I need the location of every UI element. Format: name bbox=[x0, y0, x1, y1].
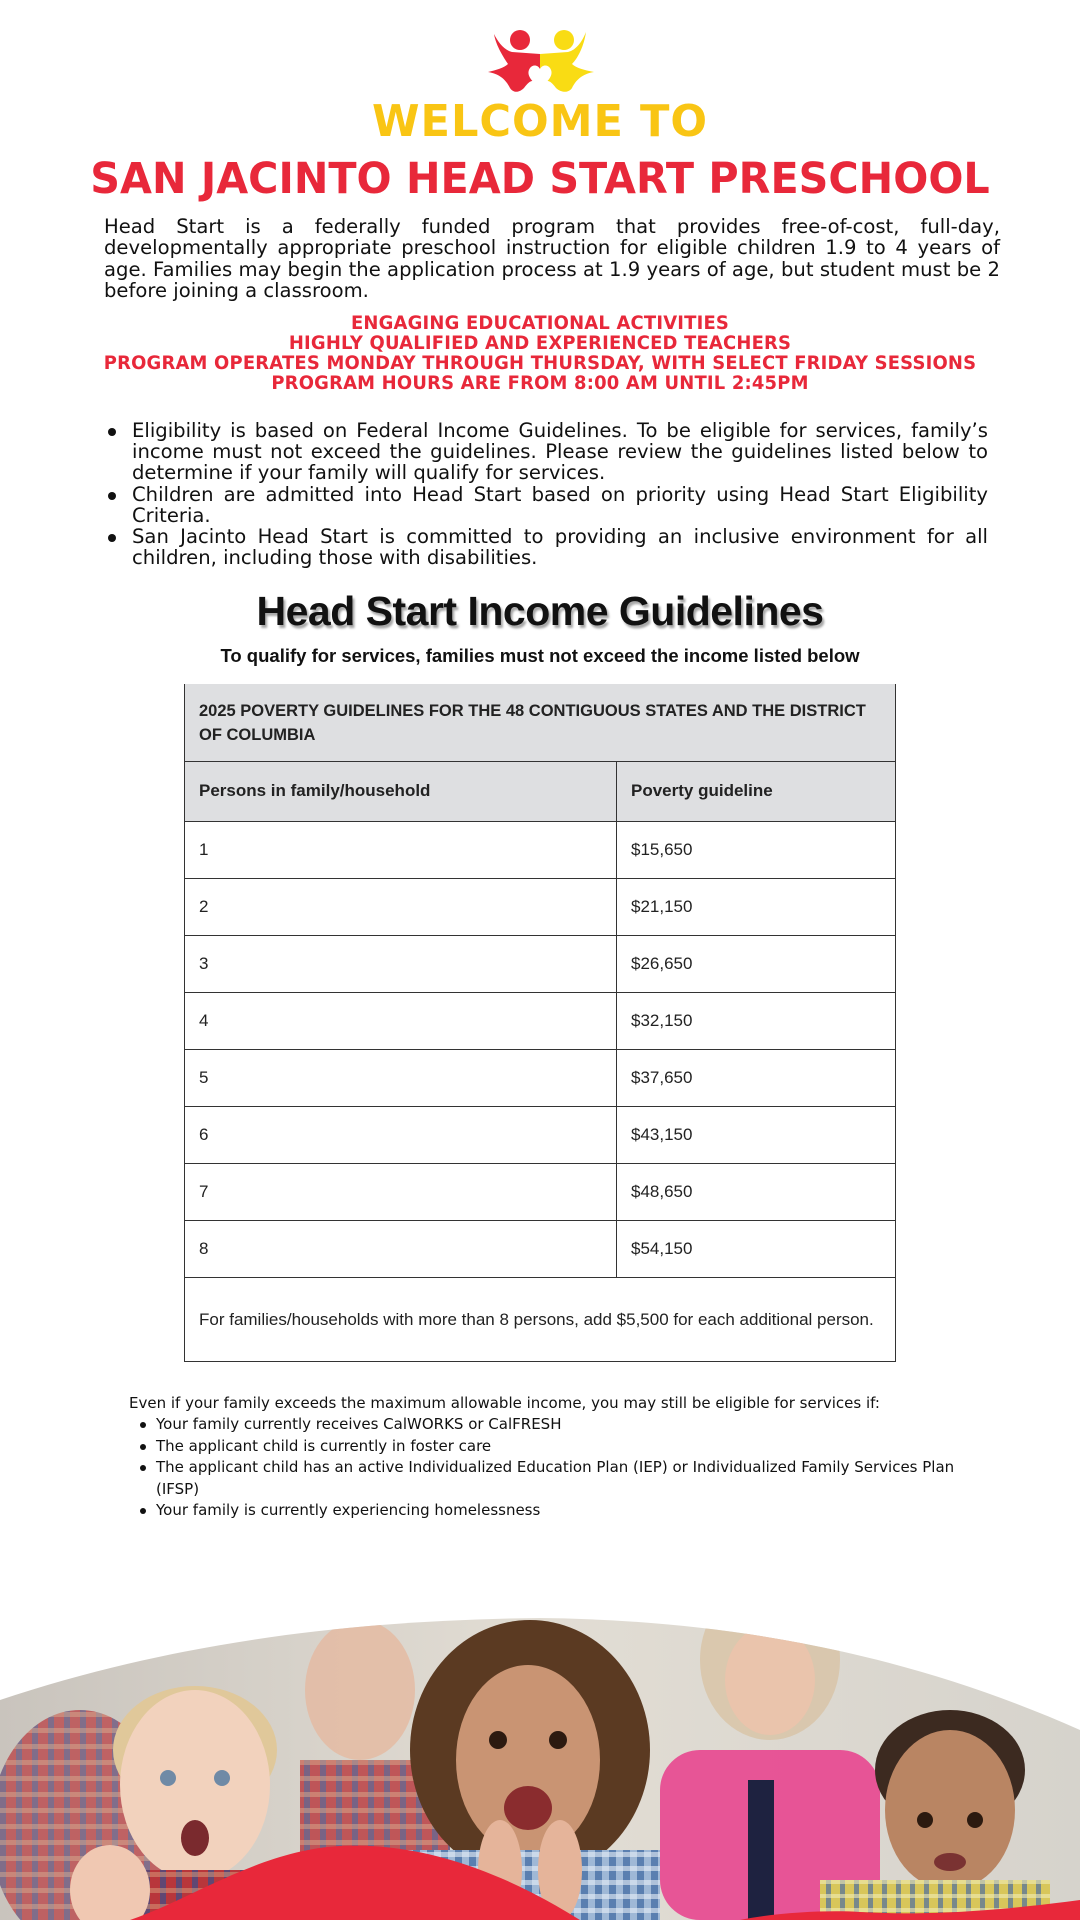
bullet-icon bbox=[140, 1422, 146, 1428]
guideline-cell: $37,650 bbox=[617, 1049, 896, 1106]
table-caption-row bbox=[185, 684, 896, 761]
income-guidelines-title: Head Start Income Guidelines bbox=[256, 588, 824, 634]
table-row bbox=[185, 1049, 896, 1106]
persons-cell: 1 bbox=[185, 821, 617, 878]
guideline-cell: $43,150 bbox=[617, 1106, 896, 1163]
bullet-icon bbox=[140, 1508, 146, 1514]
table-row bbox=[185, 821, 896, 878]
table-caption: 2025 POVERTY GUIDELINES FOR THE 48 CONTIGUOUS STATES AND THE DISTRICT OF COLUMBIA bbox=[185, 684, 896, 761]
persons-cell: 6 bbox=[185, 1106, 617, 1163]
list-item bbox=[108, 484, 988, 526]
highlight-line: HIGHLY QUALIFIED AND EXPERIENCED TEACHERS bbox=[288, 333, 792, 354]
persons-cell: 7 bbox=[185, 1163, 617, 1220]
guideline-cell: $26,650 bbox=[617, 935, 896, 992]
list-item-text: The applicant child is currently in foster care bbox=[156, 1436, 492, 1455]
list-item bbox=[129, 1414, 989, 1436]
bullet-icon bbox=[108, 534, 116, 542]
list-item-text: San Jacinto Head Start is committed to providing an inclusive environment for all children, including those with disabilities. bbox=[132, 525, 988, 570]
persons-cell: 2 bbox=[185, 878, 617, 935]
table-note: For families/households with more than 8 persons, add $5,500 for each additional person. bbox=[185, 1277, 896, 1361]
table-row bbox=[185, 1106, 896, 1163]
guideline-cell: $15,650 bbox=[617, 821, 896, 878]
eligibility-exceptions bbox=[129, 1392, 989, 1522]
table-row bbox=[185, 992, 896, 1049]
persons-cell: 8 bbox=[185, 1220, 617, 1277]
table-row bbox=[185, 1220, 896, 1277]
bullet-icon bbox=[108, 492, 116, 500]
table-row bbox=[185, 878, 896, 935]
children-photo bbox=[0, 1600, 1080, 1920]
two-children-heart-logo-icon bbox=[484, 28, 596, 94]
table-row bbox=[185, 1163, 896, 1220]
list-item-text: Your family currently receives CalWORKS or CalFRESH bbox=[156, 1415, 562, 1433]
guideline-cell: $48,650 bbox=[617, 1163, 896, 1220]
list-item-text: Children are admitted into Head Start based on priority using Head Start Eligibility Criteria. bbox=[132, 482, 988, 527]
column-header-persons: Persons in family/household bbox=[185, 761, 617, 821]
persons-cell: 4 bbox=[185, 992, 617, 1049]
income-guidelines-subtitle: To qualify for services, families must not exceed the income listed below bbox=[220, 645, 860, 666]
column-header-guideline: Poverty guideline bbox=[617, 761, 896, 821]
exceptions-intro: Even if your family exceeds the maximum allowable income, you may still be eligible for services if: bbox=[129, 1394, 880, 1412]
welcome-heading: WELCOME TO bbox=[371, 96, 709, 147]
intro-paragraph: Head Start is a federally funded program that provides free-of-cost, full-day, developmentally appropriate preschool instruction for eligible children 1.9 to 4 years of age. Families may begin the application process at 1.9 years of age, but student must be 2 before joining a classroom. bbox=[104, 215, 1000, 303]
list-item-text: Eligibility is based on Federal Income Guidelines. To be eligible for services, family’s income must not exceed the guidelines. Please review the guidelines listed below to determine if your family will qualify for services. bbox=[132, 419, 988, 485]
list-item bbox=[108, 526, 988, 568]
school-name-heading: SAN JACINTO HEAD START PRESCHOOL bbox=[90, 154, 990, 204]
list-item-text: Your family is currently experiencing homelessness bbox=[156, 1501, 541, 1519]
eligibility-list bbox=[108, 420, 988, 568]
exceptions-list bbox=[129, 1414, 989, 1522]
guideline-cell: $54,150 bbox=[617, 1220, 896, 1277]
bullet-icon bbox=[140, 1465, 146, 1471]
table-header-row bbox=[185, 761, 896, 821]
guideline-cell: $32,150 bbox=[617, 992, 896, 1049]
highlight-line: PROGRAM HOURS ARE FROM 8:00 AM UNTIL 2:45PM bbox=[271, 373, 809, 394]
highlight-line: PROGRAM OPERATES MONDAY THROUGH THURSDAY, WITH SELECT FRIDAY SESSIONS bbox=[103, 353, 977, 374]
bullet-icon bbox=[108, 428, 116, 436]
guideline-cell: $21,150 bbox=[617, 878, 896, 935]
list-item bbox=[129, 1457, 989, 1500]
persons-cell: 3 bbox=[185, 935, 617, 992]
bullet-icon bbox=[140, 1444, 146, 1450]
table-note-row bbox=[185, 1277, 896, 1361]
list-item bbox=[108, 420, 988, 484]
list-item bbox=[129, 1436, 989, 1458]
list-item bbox=[129, 1500, 989, 1522]
list-item-text: The applicant child has an active Individualized Education Plan (IEP) or Individualized Family Services Plan (IFSP) bbox=[156, 1458, 955, 1498]
persons-cell: 5 bbox=[185, 1049, 617, 1106]
table-row bbox=[185, 935, 896, 992]
highlight-line: ENGAGING EDUCATIONAL ACTIVITIES bbox=[350, 313, 730, 334]
poverty-guidelines-table bbox=[184, 684, 896, 1362]
program-highlights bbox=[0, 314, 1080, 394]
